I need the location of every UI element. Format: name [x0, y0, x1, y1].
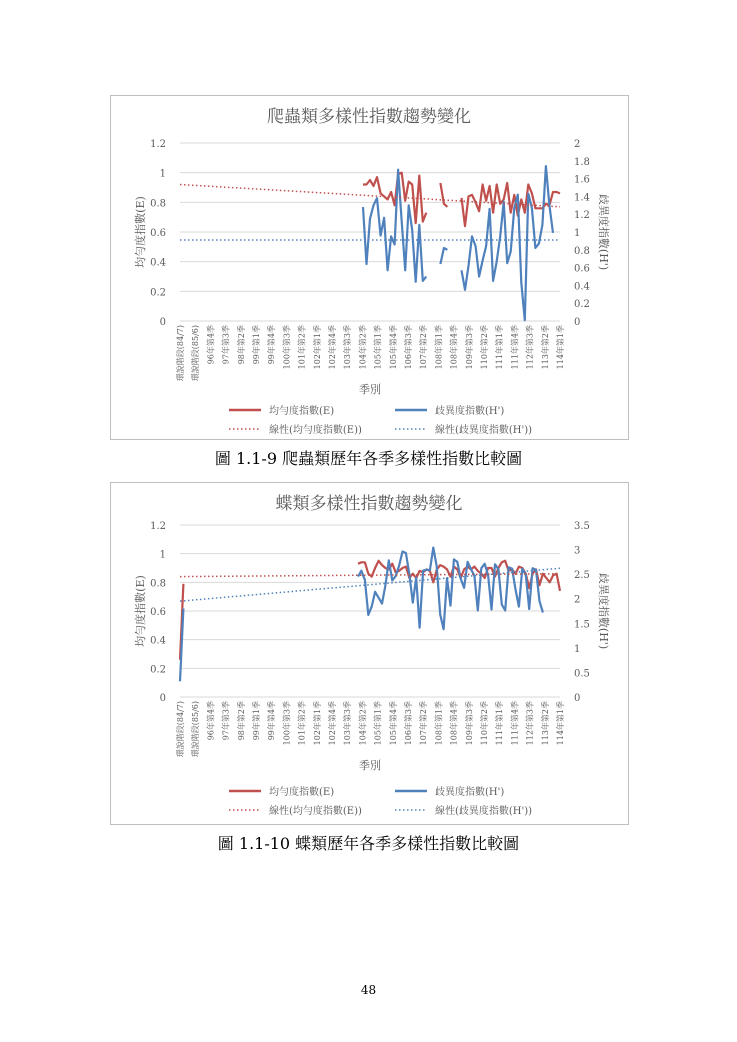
legend-label: 均勻度指數(E)	[269, 787, 335, 798]
reptile-chart-frame	[110, 95, 629, 440]
legend-label: 線性(歧異度指數(H'))	[435, 425, 533, 436]
y2-tick-label: 1.6	[574, 174, 590, 186]
x-tick-label: 109年第3季	[464, 701, 474, 746]
y-tick-label: 0.2	[150, 664, 166, 676]
x-tick-label: 環說階段(85/6)	[191, 325, 201, 382]
y-tick-label: 1	[159, 168, 166, 180]
x-axis-label: 季別	[359, 759, 381, 772]
x-tick-label: 97年第3季	[221, 701, 231, 741]
y2-tick-label: 2	[574, 594, 581, 606]
x-tick-label: 111年第4季	[510, 325, 520, 370]
x-tick-label: 106年第3季	[404, 325, 413, 370]
y-tick-label: 0.8	[150, 578, 166, 590]
x-tick-label: 105年第4季	[388, 701, 398, 746]
x-tick-label: 100年第3季	[282, 325, 292, 370]
x-tick-label: 104年第2季	[358, 701, 368, 746]
y-tick-label: 1	[159, 549, 166, 561]
reptile-diversity-chart	[111, 96, 628, 439]
y2-tick-label: 1.8	[574, 156, 590, 168]
y-tick-label: 0.6	[150, 228, 166, 239]
x-tick-label: 102年第1季	[312, 325, 322, 370]
y2-tick-label: 1.2	[574, 210, 590, 222]
x-tick-label: 111年第4季	[510, 701, 520, 746]
x-tick-label: 96年第4季	[206, 701, 216, 741]
x-axis-label: 季別	[359, 383, 381, 396]
x-tick-label: 111年第1季	[495, 701, 505, 746]
x-tick-label: 114年第1季	[556, 701, 565, 746]
y2-tick-label: 1.5	[574, 619, 590, 631]
x-tick-label: 96年第4季	[206, 325, 216, 365]
x-tick-label: 111年第1季	[495, 325, 505, 370]
y-tick-label: 0.4	[150, 635, 166, 647]
y2-tick-label: 0.6	[574, 263, 590, 275]
x-tick-label: 104年第2季	[358, 325, 368, 370]
x-tick-label: 103年第3季	[343, 325, 353, 370]
legend-label: 歧異度指數(H')	[435, 787, 505, 798]
y2-tick-label: 0.2	[574, 299, 590, 311]
butterfly-diversity-chart	[111, 483, 628, 824]
x-tick-label: 114年第1季	[556, 325, 565, 370]
chart-title: 爬蟲類多樣性指數趨勢變化	[267, 107, 471, 127]
y2-tick-label: 0	[574, 317, 581, 328]
x-tick-label: 110年第2季	[480, 701, 489, 746]
x-tick-label: 102年第1季	[312, 701, 322, 746]
y2-axis-label: 歧異度指數(H')	[597, 572, 610, 650]
x-tick-label: 108年第1季	[434, 701, 444, 746]
x-tick-label: 100年第3季	[282, 701, 292, 746]
y2-tick-label: 2.5	[574, 570, 590, 582]
y-tick-label: 0	[159, 693, 166, 704]
y2-tick-label: 2	[574, 139, 581, 150]
y-tick-label: 1.2	[150, 521, 166, 532]
y-axis-label: 均勻度指數(E)	[134, 575, 147, 647]
y2-axis-label: 歧異度指數(H')	[597, 193, 610, 271]
x-tick-label: 環說階段(85/6)	[191, 701, 201, 758]
x-tick-label: 環說階段(84/7)	[176, 325, 185, 382]
y2-tick-label: 0.4	[574, 281, 590, 293]
x-tick-label: 98年第2季	[236, 701, 246, 741]
x-tick-label: 113年第2季	[540, 325, 550, 370]
x-tick-label: 107年第2季	[419, 701, 429, 746]
y2-tick-label: 1.4	[574, 192, 590, 204]
legend-label: 線性(歧異度指數(H'))	[435, 806, 533, 817]
y-tick-label: 1.2	[150, 139, 166, 150]
x-tick-label: 97年第3季	[221, 325, 231, 365]
butterfly-chart-frame	[110, 482, 629, 825]
chart-title: 蝶類多樣性指數趨勢變化	[275, 494, 463, 514]
x-tick-label: 102年第4季	[328, 701, 337, 746]
x-tick-label: 102年第4季	[328, 325, 337, 370]
trendline-diversity	[180, 568, 560, 601]
y2-tick-label: 1	[574, 643, 581, 655]
x-tick-label: 107年第2季	[419, 325, 429, 370]
diversity-series-line	[363, 166, 553, 320]
x-tick-label: 105年第4季	[388, 325, 398, 370]
y2-tick-label: 0.8	[574, 245, 590, 257]
y-tick-label: 0.4	[150, 257, 166, 269]
y-tick-label: 0.2	[150, 287, 166, 299]
x-tick-label: 110年第2季	[480, 325, 489, 370]
x-tick-label: 113年第2季	[540, 701, 550, 746]
y-tick-label: 0	[159, 317, 166, 328]
x-tick-label: 112年第3季	[525, 701, 535, 746]
x-tick-label: 99年第1季	[252, 701, 261, 741]
figure-caption-1-1-9: 圖 1.1-9 爬蟲類歷年各季多樣性指數比較圖	[214, 449, 523, 468]
x-tick-label: 101年第2季	[297, 325, 307, 370]
x-tick-label: 環說階段(84/7)	[176, 701, 185, 758]
y2-tick-label: 0.5	[574, 668, 590, 680]
y-axis-label: 均勻度指數(E)	[134, 196, 147, 268]
x-tick-label: 105年第1季	[373, 701, 383, 746]
x-tick-label: 109年第3季	[464, 325, 474, 370]
y2-tick-label: 3.5	[574, 521, 590, 532]
y2-tick-label: 1	[574, 228, 581, 239]
legend-label: 歧異度指數(H')	[435, 406, 505, 417]
legend-label: 均勻度指數(E)	[269, 406, 335, 417]
x-tick-label: 99年第1季	[252, 325, 261, 365]
x-tick-label: 106年第3季	[404, 701, 413, 746]
x-tick-label: 99年第4季	[267, 701, 277, 741]
figure-caption-1-1-10: 圖 1.1-10 蝶類歷年各季多樣性指數比較圖	[217, 834, 520, 853]
y2-tick-label: 3	[574, 545, 581, 557]
x-tick-label: 101年第2季	[297, 701, 307, 746]
x-tick-label: 98年第2季	[236, 325, 246, 365]
page-number: 48	[360, 983, 377, 997]
x-tick-label: 108年第4季	[449, 325, 459, 370]
legend-label: 線性(均勻度指數(E))	[269, 425, 362, 436]
x-tick-label: 103年第3季	[343, 701, 353, 746]
y-tick-label: 0.6	[150, 607, 166, 618]
x-tick-label: 99年第4季	[267, 325, 277, 365]
y-tick-label: 0.8	[150, 198, 166, 210]
x-tick-label: 112年第3季	[525, 325, 535, 370]
x-tick-label: 108年第4季	[449, 701, 459, 746]
y2-tick-label: 0	[574, 693, 581, 704]
x-tick-label: 105年第1季	[373, 325, 383, 370]
x-tick-label: 108年第1季	[434, 325, 444, 370]
legend-label: 線性(均勻度指數(E))	[269, 806, 362, 817]
